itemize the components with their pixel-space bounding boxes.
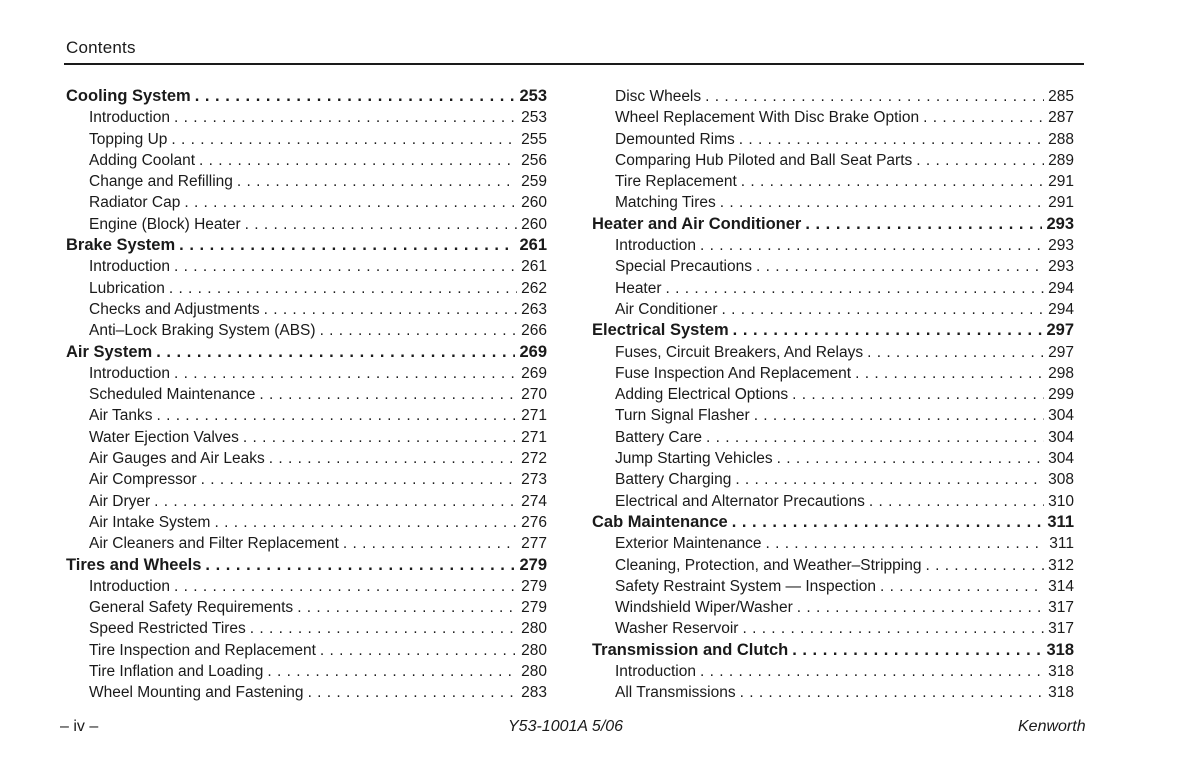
dot-leader bbox=[205, 555, 515, 576]
toc-entry-label: Adding Coolant bbox=[89, 151, 195, 169]
document-id: Y53-1001A 5/06 bbox=[508, 718, 624, 735]
toc-entry[interactable] bbox=[66, 171, 547, 192]
toc-entry[interactable] bbox=[66, 682, 547, 703]
toc-entry[interactable] bbox=[66, 107, 547, 128]
toc-entry-label: Air Cleaners and Filter Replacement bbox=[89, 535, 339, 553]
dot-leader bbox=[171, 129, 517, 150]
dot-leader bbox=[237, 171, 517, 192]
dot-leader bbox=[343, 533, 517, 554]
toc-entry-page-number: 317 bbox=[1048, 620, 1074, 638]
toc-entry-label: Matching Tires bbox=[615, 194, 716, 212]
toc-entry[interactable] bbox=[66, 129, 547, 150]
toc-entry-label: Fuse Inspection And Replacement bbox=[615, 364, 852, 382]
toc-entry[interactable] bbox=[592, 384, 1074, 405]
toc-entry[interactable] bbox=[66, 427, 547, 448]
toc-entry-page-number: 272 bbox=[521, 450, 547, 468]
toc-entry-page-number: 270 bbox=[521, 386, 547, 404]
dot-leader bbox=[666, 278, 1045, 299]
toc-entry[interactable] bbox=[592, 86, 1074, 107]
toc-entry[interactable] bbox=[592, 150, 1074, 171]
toc-entry-page-number: 256 bbox=[521, 151, 547, 169]
dot-leader bbox=[756, 256, 1044, 277]
toc-entry-page-number: 253 bbox=[521, 109, 547, 127]
dot-leader bbox=[735, 469, 1044, 490]
toc-entry-label: Anti–Lock Braking System (ABS) bbox=[89, 322, 316, 340]
dot-leader bbox=[201, 469, 517, 490]
toc-entry[interactable] bbox=[592, 491, 1074, 512]
toc-entry-page-number: 318 bbox=[1048, 684, 1074, 702]
dot-leader bbox=[199, 150, 517, 171]
toc-entry-page-number: 274 bbox=[521, 492, 547, 510]
toc-entry-page-number: 293 bbox=[1046, 214, 1074, 233]
dot-leader bbox=[700, 235, 1044, 256]
toc-entry-page-number: 304 bbox=[1048, 407, 1074, 425]
toc-entry[interactable] bbox=[592, 235, 1074, 256]
dot-leader bbox=[705, 86, 1044, 107]
toc-entry[interactable] bbox=[66, 405, 547, 426]
toc-section-heading[interactable] bbox=[66, 555, 547, 576]
dot-leader bbox=[174, 363, 517, 384]
toc-entry-page-number: 293 bbox=[1048, 237, 1074, 255]
toc-entry[interactable] bbox=[66, 192, 547, 213]
toc-entry[interactable] bbox=[592, 192, 1074, 213]
toc-entry-page-number: 312 bbox=[1048, 556, 1074, 574]
toc-entry[interactable] bbox=[66, 640, 547, 661]
toc-entry-label: Comparing Hub Piloted and Ball Seat Parts bbox=[615, 151, 913, 169]
toc-entry-label: Heater bbox=[615, 279, 662, 297]
dot-leader bbox=[245, 214, 518, 235]
toc-entry[interactable] bbox=[592, 661, 1074, 682]
toc-entry-label: Air Gauges and Air Leaks bbox=[89, 450, 265, 468]
toc-entry-page-number: 253 bbox=[519, 87, 547, 105]
dot-leader bbox=[880, 576, 1044, 597]
dot-leader bbox=[792, 384, 1044, 405]
dot-leader bbox=[706, 427, 1044, 448]
toc-entry-label: Wheel Replacement With Disc Brake Option bbox=[615, 109, 920, 127]
dot-leader bbox=[156, 405, 517, 426]
toc-entry[interactable] bbox=[592, 405, 1074, 426]
dot-leader bbox=[855, 363, 1044, 384]
dot-leader bbox=[797, 597, 1044, 618]
toc-section-heading[interactable] bbox=[66, 342, 547, 363]
toc-entry-page-number: 310 bbox=[1048, 492, 1074, 510]
toc-entry-label: Speed Restricted Tires bbox=[89, 620, 246, 638]
toc-entry-label: Introduction bbox=[89, 577, 170, 595]
toc-entry-label: Wheel Mounting and Fastening bbox=[89, 684, 304, 702]
dot-leader bbox=[320, 320, 518, 341]
toc-column-left bbox=[66, 86, 547, 704]
toc-entry-label: Turn Signal Flasher bbox=[615, 407, 750, 425]
toc-entry-label: Checks and Adjustments bbox=[89, 300, 260, 318]
toc-entry[interactable] bbox=[66, 214, 547, 235]
toc-entry-page-number: 304 bbox=[1048, 428, 1074, 446]
dot-leader bbox=[156, 342, 515, 363]
toc-entry-page-number: 279 bbox=[519, 555, 547, 574]
toc-section-heading[interactable] bbox=[592, 320, 1074, 341]
toc-section-heading[interactable] bbox=[592, 214, 1074, 235]
toc-entry-label: Change and Refilling bbox=[89, 173, 233, 191]
page-title: Contents bbox=[66, 38, 136, 57]
toc-entry-page-number: 279 bbox=[521, 577, 547, 595]
dot-leader bbox=[739, 129, 1044, 150]
toc-entry[interactable] bbox=[66, 278, 547, 299]
dot-leader bbox=[869, 491, 1044, 512]
toc-entry-page-number: 291 bbox=[1048, 194, 1074, 212]
dot-leader bbox=[700, 661, 1044, 682]
toc-entry-page-number: 260 bbox=[521, 194, 547, 212]
toc-entry-page-number: 294 bbox=[1048, 279, 1074, 297]
toc-entry-label: Disc Wheels bbox=[615, 88, 702, 105]
toc-entry[interactable] bbox=[592, 576, 1074, 597]
dot-leader bbox=[174, 256, 517, 277]
dot-leader bbox=[867, 342, 1044, 363]
toc-section-heading[interactable] bbox=[66, 235, 547, 256]
toc-entry-page-number: 299 bbox=[1048, 386, 1074, 404]
toc-entry[interactable] bbox=[66, 256, 547, 277]
toc-entry-page-number: 261 bbox=[519, 236, 547, 255]
toc-entry-label: Introduction bbox=[615, 237, 696, 255]
toc-entry-label: Lubrication bbox=[89, 279, 165, 297]
toc-entry[interactable] bbox=[592, 129, 1074, 150]
toc-entry-label: Transmission and Clutch bbox=[592, 640, 789, 659]
toc-entry-label: Topping Up bbox=[89, 130, 168, 148]
toc-entry[interactable] bbox=[592, 618, 1074, 639]
toc-entry-page-number: 273 bbox=[521, 471, 547, 489]
toc-entry-label: Tire Replacement bbox=[615, 173, 737, 191]
toc-entry-page-number: 280 bbox=[521, 663, 547, 681]
dot-leader bbox=[267, 661, 517, 682]
toc-entry-page-number: 287 bbox=[1048, 109, 1074, 127]
toc-entry[interactable] bbox=[66, 363, 547, 384]
toc-entry-page-number: 318 bbox=[1048, 663, 1074, 681]
toc-entry-label: Scheduled Maintenance bbox=[89, 386, 256, 404]
toc-entry-page-number: 271 bbox=[521, 407, 547, 425]
toc-entry-label: Heater and Air Conditioner bbox=[592, 214, 802, 233]
toc-entry-page-number: 318 bbox=[1046, 640, 1074, 659]
toc-entry-label: Demounted Rims bbox=[615, 130, 735, 148]
toc-entry-label: Tires and Wheels bbox=[66, 555, 202, 574]
toc-entry-label: Brake System bbox=[66, 236, 176, 255]
toc-entry-page-number: 280 bbox=[521, 641, 547, 659]
toc-entry[interactable] bbox=[592, 597, 1074, 618]
toc-entry-label: Adding Electrical Options bbox=[615, 386, 789, 404]
dot-leader bbox=[179, 235, 515, 256]
dot-leader bbox=[741, 171, 1044, 192]
dot-leader bbox=[742, 618, 1044, 639]
toc-entry[interactable] bbox=[592, 299, 1074, 320]
toc-entry-label: Air Dryer bbox=[89, 492, 151, 510]
dot-leader bbox=[923, 107, 1044, 128]
brand-name: Kenworth bbox=[1018, 718, 1086, 735]
toc-entry-page-number: 260 bbox=[521, 215, 547, 233]
toc-entry[interactable] bbox=[592, 555, 1074, 576]
toc-entry-label: Introduction bbox=[89, 109, 170, 127]
toc-entry-label: Battery Care bbox=[615, 428, 703, 446]
toc-entry-label: Tire Inspection and Replacement bbox=[89, 641, 316, 659]
toc-entry-page-number: 276 bbox=[521, 513, 547, 531]
toc-entry-page-number: 263 bbox=[521, 300, 547, 318]
toc-entry-page-number: 308 bbox=[1048, 471, 1074, 489]
toc-entry-label: Electrical and Alternator Precautions bbox=[615, 492, 865, 510]
dot-leader bbox=[174, 107, 517, 128]
toc-entry-page-number: 262 bbox=[521, 279, 547, 297]
dot-leader bbox=[269, 448, 517, 469]
dot-leader bbox=[805, 214, 1042, 235]
dot-leader bbox=[916, 150, 1044, 171]
toc-entry-page-number: 255 bbox=[521, 130, 547, 148]
toc-entry-label: Air Tanks bbox=[89, 407, 153, 425]
toc-entry-label: Introduction bbox=[89, 364, 170, 382]
dot-leader bbox=[733, 320, 1043, 341]
toc-entry-page-number: 285 bbox=[1048, 88, 1074, 105]
toc-entry-label: Air Intake System bbox=[89, 513, 211, 531]
dot-leader bbox=[732, 512, 1044, 533]
toc-entry[interactable] bbox=[66, 299, 547, 320]
dot-leader bbox=[792, 640, 1042, 661]
toc-section-heading[interactable] bbox=[592, 640, 1074, 661]
toc-entry-label: Introduction bbox=[615, 663, 696, 681]
toc-entry-page-number: 314 bbox=[1048, 577, 1074, 595]
dot-leader bbox=[184, 192, 517, 213]
toc-entry[interactable] bbox=[592, 682, 1074, 703]
toc-entry[interactable] bbox=[592, 107, 1074, 128]
dot-leader bbox=[174, 576, 517, 597]
dot-leader bbox=[320, 640, 517, 661]
toc-entry[interactable] bbox=[592, 171, 1074, 192]
toc-entry-page-number: 311 bbox=[1047, 512, 1074, 531]
toc-entry-page-number: 293 bbox=[1048, 258, 1074, 276]
dot-leader bbox=[722, 299, 1045, 320]
toc-entry[interactable] bbox=[66, 576, 547, 597]
toc-entry-label: Exterior Maintenance bbox=[615, 535, 762, 553]
toc-entry-page-number: 294 bbox=[1048, 300, 1074, 318]
toc-entry-label: Introduction bbox=[89, 258, 170, 276]
toc-entry-page-number: 283 bbox=[521, 684, 547, 702]
toc-entry-label: Radiator Cap bbox=[89, 194, 181, 212]
toc-entry[interactable] bbox=[66, 150, 547, 171]
toc-entry[interactable] bbox=[66, 491, 547, 512]
dot-leader bbox=[264, 299, 518, 320]
dot-leader bbox=[308, 682, 518, 703]
toc-entry-label: General Safety Requirements bbox=[89, 599, 294, 617]
toc-entry[interactable] bbox=[592, 427, 1074, 448]
toc-column-right bbox=[592, 86, 1074, 704]
toc-entry-page-number: 317 bbox=[1048, 599, 1074, 617]
toc-entry[interactable] bbox=[66, 320, 547, 341]
toc-entry-page-number: 297 bbox=[1046, 321, 1074, 340]
toc-entry[interactable] bbox=[592, 342, 1074, 363]
toc-entry-label: Electrical System bbox=[592, 321, 729, 340]
toc-entry-label: Washer Reservoir bbox=[615, 620, 739, 638]
toc-entry-label: Water Ejection Valves bbox=[89, 428, 239, 446]
dot-leader bbox=[754, 405, 1044, 426]
header-divider bbox=[64, 63, 1084, 65]
dot-leader bbox=[214, 512, 517, 533]
toc-entry[interactable] bbox=[66, 448, 547, 469]
toc-entry-page-number: 266 bbox=[521, 322, 547, 340]
toc-entry[interactable] bbox=[66, 469, 547, 490]
toc-entry-page-number: 291 bbox=[1048, 173, 1074, 191]
toc-entry[interactable] bbox=[592, 533, 1074, 554]
toc-entry-label: Special Precautions bbox=[615, 258, 752, 276]
toc-entry[interactable] bbox=[592, 256, 1074, 277]
toc-entry-label: Cab Maintenance bbox=[592, 512, 728, 531]
toc-entry-page-number: 288 bbox=[1048, 130, 1074, 148]
toc-entry-page-number: 271 bbox=[521, 428, 547, 446]
toc-entry-label: Air System bbox=[66, 342, 153, 361]
toc-entry[interactable] bbox=[66, 512, 547, 533]
dot-leader bbox=[925, 555, 1044, 576]
dot-leader bbox=[297, 597, 517, 618]
toc-section-heading[interactable] bbox=[592, 512, 1074, 533]
toc-entry-label: Safety Restraint System — Inspection bbox=[615, 577, 877, 595]
toc-entry[interactable] bbox=[66, 533, 547, 554]
toc-entry-page-number: 269 bbox=[521, 364, 547, 382]
toc-entry-page-number: 277 bbox=[521, 535, 547, 553]
toc-entry-page-number: 280 bbox=[521, 620, 547, 638]
dot-leader bbox=[154, 491, 517, 512]
dot-leader bbox=[250, 618, 517, 639]
toc-entry-label: Fuses, Circuit Breakers, And Relays bbox=[615, 343, 864, 361]
dot-leader bbox=[195, 86, 516, 107]
toc-entry[interactable] bbox=[66, 597, 547, 618]
dot-leader bbox=[765, 533, 1045, 554]
page-number: – iv – bbox=[60, 718, 99, 735]
dot-leader bbox=[243, 427, 517, 448]
toc-entry[interactable] bbox=[66, 661, 547, 682]
dot-leader bbox=[740, 682, 1045, 703]
toc-entry-label: Battery Charging bbox=[615, 471, 732, 489]
toc-entry[interactable] bbox=[66, 618, 547, 639]
dot-leader bbox=[169, 278, 517, 299]
toc-entry-page-number: 261 bbox=[521, 258, 547, 276]
toc-entry-label: Cooling System bbox=[66, 87, 191, 105]
toc-entry-label: Air Conditioner bbox=[615, 300, 718, 318]
toc-entry[interactable] bbox=[592, 363, 1074, 384]
dot-leader bbox=[259, 384, 517, 405]
toc-entry-page-number: 269 bbox=[519, 342, 547, 361]
dot-leader bbox=[777, 448, 1044, 469]
toc-entry-page-number: 289 bbox=[1048, 151, 1074, 169]
toc-section-heading[interactable] bbox=[66, 86, 547, 107]
toc-entry[interactable] bbox=[592, 448, 1074, 469]
toc-entry-label: Air Compressor bbox=[89, 471, 197, 489]
toc-entry-page-number: 279 bbox=[521, 599, 547, 617]
toc-entry-label: Windshield Wiper/Washer bbox=[615, 599, 793, 617]
toc-entry-page-number: 259 bbox=[521, 173, 547, 191]
toc-entry-label: Jump Starting Vehicles bbox=[615, 450, 773, 468]
toc-entry-label: Tire Inflation and Loading bbox=[89, 663, 264, 681]
toc-entry-page-number: 298 bbox=[1048, 364, 1074, 382]
toc-entry[interactable] bbox=[66, 384, 547, 405]
toc-entry-page-number: 311 bbox=[1049, 535, 1074, 553]
toc-entry-page-number: 297 bbox=[1048, 343, 1074, 361]
toc-entry[interactable] bbox=[592, 469, 1074, 490]
dot-leader bbox=[720, 192, 1044, 213]
toc-entry-label: Engine (Block) Heater bbox=[89, 215, 241, 233]
toc-entry-label: Cleaning, Protection, and Weather–Stripping bbox=[615, 556, 922, 574]
toc-entry-page-number: 304 bbox=[1048, 450, 1074, 468]
toc-entry[interactable] bbox=[592, 278, 1074, 299]
toc-entry-label: All Transmissions bbox=[615, 684, 736, 702]
